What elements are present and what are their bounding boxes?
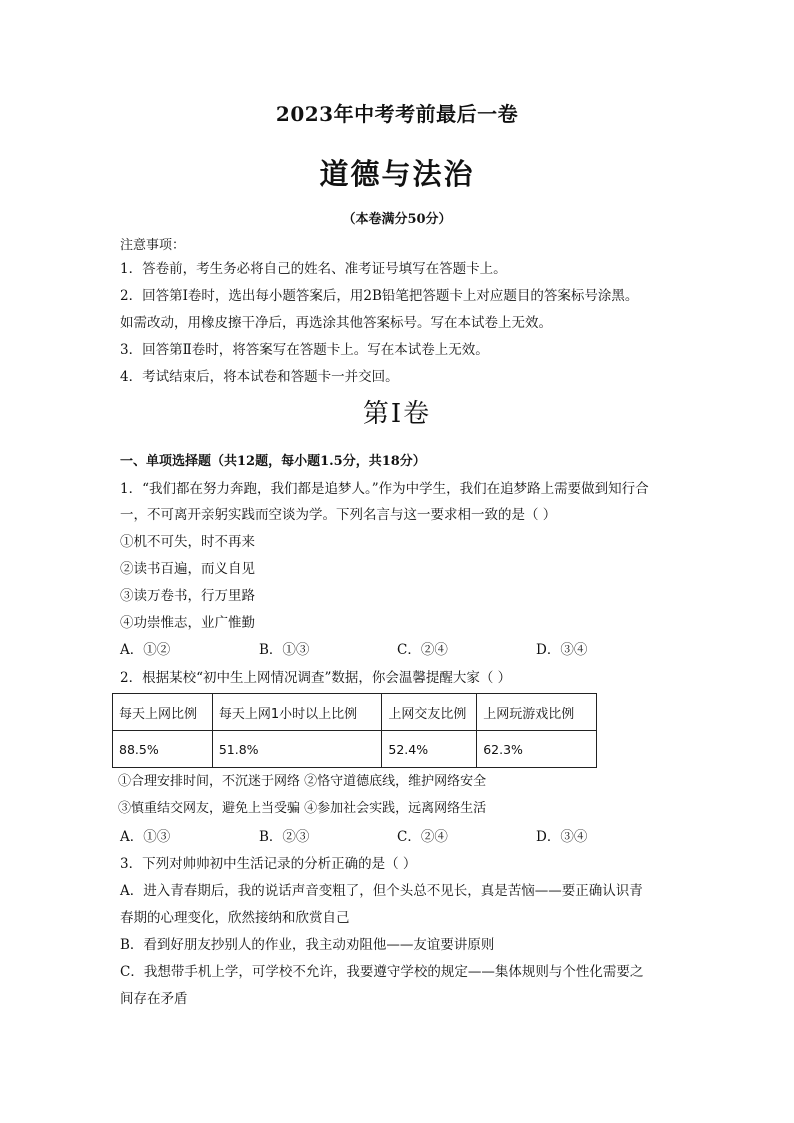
table-header-cell: 每天上网1小时以上比例 xyxy=(212,694,382,731)
q3-option-a-line2: 春期的心理变化，欣然接纳和欣赏自己 xyxy=(120,910,350,926)
table-header-cell: 上网玩游戏比例 xyxy=(477,694,597,731)
table-cell: 52.4% xyxy=(382,731,477,768)
q1-option-c: C．②④ xyxy=(397,642,448,658)
section-heading: 一、单项选择题（共12题，每小题1.5分，共18分） xyxy=(120,454,426,469)
table-cell: 51.8% xyxy=(212,731,382,768)
table-cell: 62.3% xyxy=(477,731,597,768)
q1-option-a: A．①② xyxy=(120,642,171,658)
q1-stem-line2: 一，不可离开亲躬实践而空谈为学。下列名言与这一要求相一致的是（ ） xyxy=(120,507,557,523)
subject-title: 道德与法治 xyxy=(319,157,475,191)
notice-item-2-continued: 如需改动，用橡皮擦干净后，再选涂其他答案标号。写在本试卷上无效。 xyxy=(120,315,552,331)
q2-option-d: D．③④ xyxy=(536,829,588,845)
q2-option-c: C．②④ xyxy=(397,829,448,845)
survey-table xyxy=(112,693,597,768)
notice-item-1: 1．答卷前，考生务必将自己的姓名、准考证号填写在答题卡上。 xyxy=(120,261,507,277)
q2-statements-line2: ③慎重结交网友，避免上当受骗 ④参加社会实践，远离网络生活 xyxy=(118,801,487,816)
q3-option-b: B．看到好朋友抄别人的作业，我主动劝阻他——友谊要讲原则 xyxy=(120,937,495,953)
q1-statement-4: ④功崇惟志，业广惟勤 xyxy=(120,615,255,631)
volume-title: 第Ⅰ卷 xyxy=(362,399,432,429)
q1-option-b: B．①③ xyxy=(259,642,310,658)
table-header-cell: 上网交友比例 xyxy=(382,694,477,731)
exam-title: 2023年中考考前最后一卷 xyxy=(275,102,519,126)
q1-statement-1: ①机不可失，时不再来 xyxy=(120,534,255,550)
table-header-cell: 每天上网比例 xyxy=(113,694,213,731)
q2-statements-line1: ①合理安排时间，不沉迷于网络 ②恪守道德底线，维护网络安全 xyxy=(118,774,487,789)
q2-option-a: A．①③ xyxy=(120,829,171,845)
table-header-row xyxy=(113,694,597,731)
q2-stem: 2．根据某校“初中生上网情况调查”数据，你会温馨提醒大家（ ） xyxy=(120,670,512,686)
q1-stem-line1: 1．“我们都在努力奔跑，我们都是追梦人。”作为中学生，我们在追梦路上需要做到知行合 xyxy=(120,481,649,497)
table-cell: 88.5% xyxy=(113,731,213,768)
table-row xyxy=(113,731,597,768)
q3-stem: 3．下列对帅帅初中生活记录的分析正确的是（ ） xyxy=(120,856,417,872)
q2-option-b: B．②③ xyxy=(259,829,310,845)
q3-option-a-line1: A．进入青春期后，我的说话声音变粗了，但个头总不见长，真是苦恼——要正确认识青 xyxy=(120,883,643,899)
full-score-note: （本卷满分50分） xyxy=(342,212,452,227)
notice-heading: 注意事项： xyxy=(120,238,186,253)
q3-option-c-line1: C．我想带手机上学，可学校不允许，我要遵守学校的规定——集体规则与个性化需要之 xyxy=(120,964,644,980)
q1-option-d: D．③④ xyxy=(536,642,588,658)
q1-statement-3: ③读万卷书，行万里路 xyxy=(120,588,255,604)
q1-statement-2: ②读书百遍，而义自见 xyxy=(120,561,255,577)
q3-option-c-line2: 间存在矛盾 xyxy=(120,991,188,1007)
notice-item-2: 2．回答第Ⅰ卷时，选出每小题答案后，用2B铅笔把答题卡上对应题目的答案标号涂黑。 xyxy=(120,288,639,304)
notice-item-3: 3．回答第Ⅱ卷时，将答案写在答题卡上。写在本试卷上无效。 xyxy=(120,342,489,358)
notice-item-4: 4．考试结束后，将本试卷和答题卡一并交回。 xyxy=(120,369,399,385)
